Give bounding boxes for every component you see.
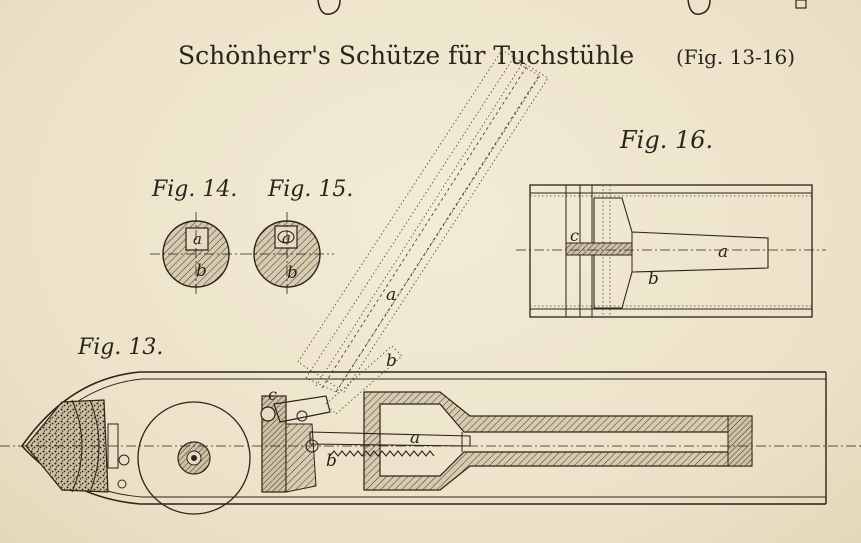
top-edge-marks (318, 0, 806, 14)
fig-14-label-b: b (196, 261, 207, 281)
swing-label-a: a (386, 285, 397, 305)
title-figref: (Fig. 13-16) (676, 45, 796, 69)
fig-15-cross-section (242, 177, 353, 296)
shuttle-swing-outline (298, 50, 548, 392)
fig-15-label: Fig. 15. (268, 177, 354, 202)
fig-13-label: Fig. 13. (78, 335, 164, 360)
fig-13-label-b: b (326, 451, 337, 471)
swing-label-b: b (386, 351, 397, 371)
fig-15-label-a: a (282, 229, 291, 247)
fig-14-label: Fig. 14. (152, 177, 238, 202)
fig-16-label-a: a (718, 242, 729, 262)
plate-title (178, 41, 795, 70)
fig-13-longitudinal-section (0, 285, 861, 514)
fig-16-label-c: c (570, 226, 579, 245)
title-main: Schönherr's Schütze für Tuchstühle (178, 41, 635, 70)
fig-16-plan-view (516, 126, 826, 317)
fig-16-label-b: b (648, 269, 659, 289)
fig-13-label-a: a (410, 428, 421, 448)
fig-14-label-a: a (193, 230, 202, 248)
fig-14-cross-section (150, 177, 242, 296)
fig-15-label-b: b (287, 263, 298, 283)
fig-16-label: Fig. 16. (620, 126, 714, 154)
fig-13-label-c: c (268, 385, 277, 404)
